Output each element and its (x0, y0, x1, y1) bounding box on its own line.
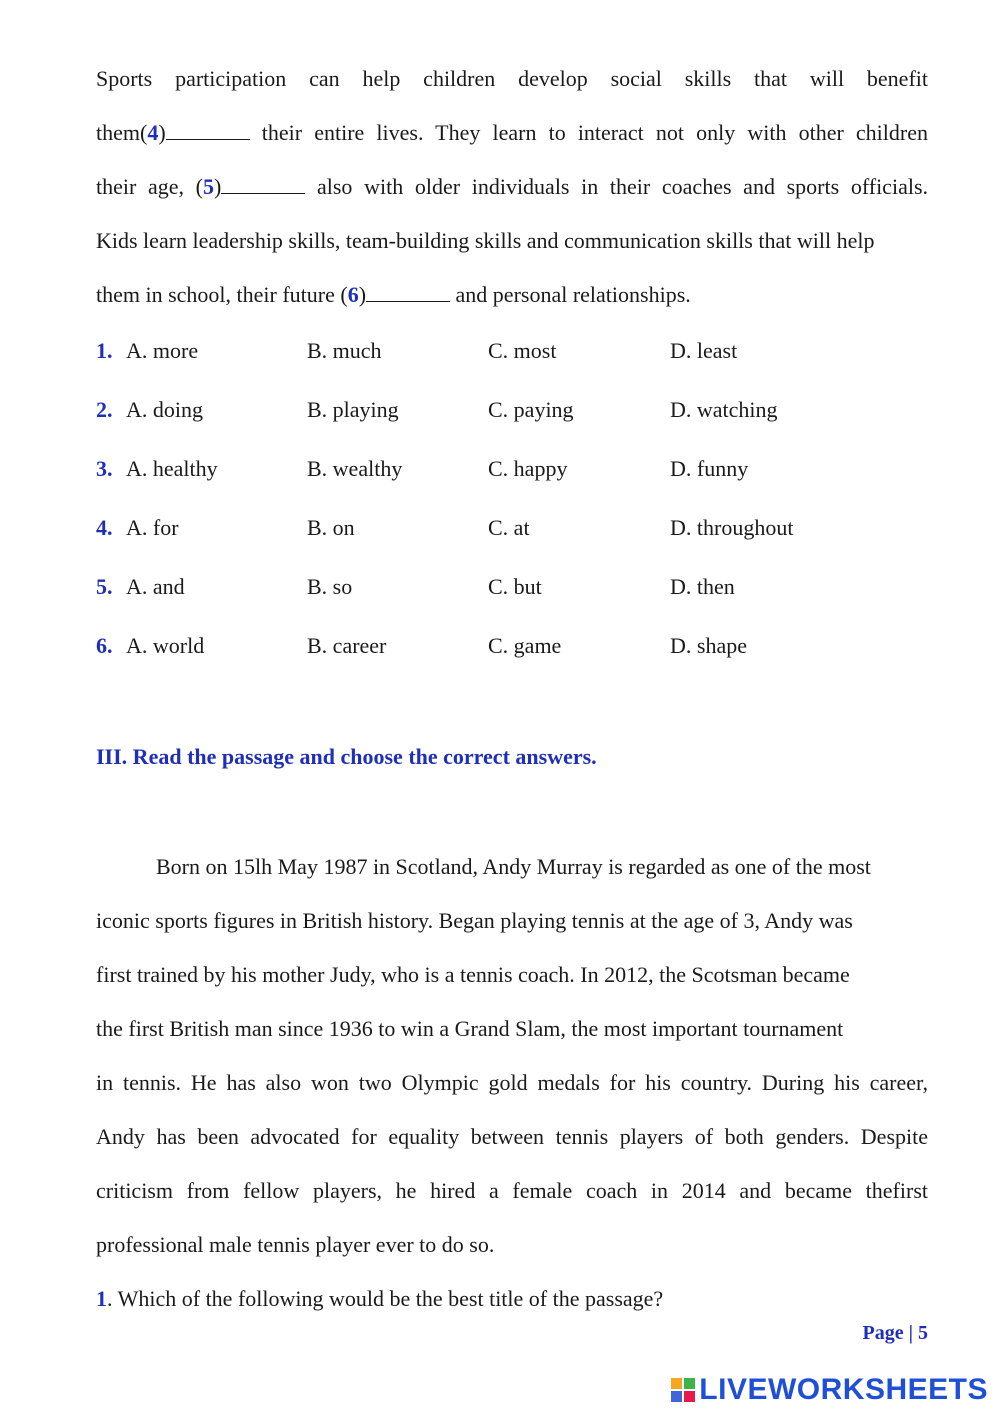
page-number: Page | 5 (862, 1322, 928, 1344)
option-b[interactable]: B. wealthy (307, 456, 403, 481)
passage-1-line: them in school, their future (6) and personal relationships. (96, 282, 691, 307)
passage-2-line: first trained by his mother Judy, who is a tennis coach. In 2012, the Scotsman became (96, 962, 850, 987)
option-b[interactable]: B. on (307, 515, 355, 540)
question-number: 3. (96, 456, 113, 481)
option-b[interactable]: B. much (307, 338, 382, 363)
option-c[interactable]: C. most (488, 338, 557, 363)
passage-2 (96, 840, 928, 1272)
passage-1-line: Kids learn leadership skills, team-building skills and communication skills that will help (96, 228, 875, 253)
passage-2-line: professional male tennis player ever to do so. (96, 1232, 495, 1257)
option-d[interactable]: D. then (670, 574, 735, 599)
question-text: . Which of the following would be the best title of the passage? (107, 1286, 664, 1311)
passage-2-line: Andy has been advocated for equality between tennis players of both genders. Despite (96, 1124, 928, 1149)
option-b[interactable]: B. so (307, 574, 353, 599)
passage-1-line: Sports participation can help children develop social skills that will benefit (96, 66, 928, 91)
option-d[interactable]: D. shape (670, 633, 747, 658)
option-d[interactable]: D. least (670, 338, 738, 363)
blank-number: 4 (147, 120, 159, 145)
option-c[interactable]: C. but (488, 574, 542, 599)
section-heading: III. Read the passage and choose the correct answers. (96, 744, 597, 769)
option-a[interactable]: A. more (126, 338, 199, 363)
option-c[interactable]: C. happy (488, 456, 568, 481)
passage-1 (96, 52, 928, 322)
liveworksheets-logo (671, 1372, 988, 1408)
answer-blank[interactable] (221, 175, 305, 194)
option-d[interactable]: D. funny (670, 456, 749, 481)
question-number: 5. (96, 574, 113, 599)
question-number: 2. (96, 397, 113, 422)
option-a[interactable]: A. healthy (126, 456, 218, 481)
passage-1-line: their age, (5) also with older individuals in their coaches and sports officials. (96, 174, 929, 199)
option-b[interactable]: B. career (307, 633, 387, 658)
question-1 (96, 1286, 663, 1312)
question-number: 1. (96, 338, 113, 363)
option-c[interactable]: C. paying (488, 397, 574, 422)
passage-2-line: the first British man since 1936 to win a Grand Slam, the most important tournament (96, 1016, 844, 1041)
option-c[interactable]: C. game (488, 633, 562, 658)
question-number: 1 (96, 1286, 107, 1311)
passage-2-line: iconic sports figures in British history. Began playing tennis at the age of 3, Andy was (96, 908, 853, 933)
answer-blank[interactable] (166, 121, 250, 140)
option-d[interactable]: D. watching (670, 397, 778, 422)
logo-grid-icon (671, 1378, 695, 1402)
brand-name: LIVEWORKSHEETS (699, 1373, 988, 1406)
passage-1-line: them(4) their entire lives. They learn to interact not only with other children (96, 120, 928, 145)
passage-2-line: in tennis. He has also won two Olympic gold medals for his country. During his career, (96, 1070, 928, 1095)
option-c[interactable]: C. at (488, 515, 530, 540)
option-d[interactable]: D. throughout (670, 515, 794, 540)
question-number: 6. (96, 633, 113, 658)
passage-2-line: Born on 15lh May 1987 in Scotland, Andy Murray is regarded as one of the most (156, 854, 871, 879)
blank-number: 6 (347, 282, 359, 307)
passage-2-line: criticism from fellow players, he hired a female coach in 2014 and became thefirst (96, 1178, 928, 1203)
option-b[interactable]: B. playing (307, 397, 399, 422)
option-a[interactable]: A. and (126, 574, 185, 599)
answer-blank[interactable] (366, 283, 450, 302)
option-a[interactable]: A. doing (126, 397, 203, 422)
blank-number: 5 (203, 174, 214, 199)
option-a[interactable]: A. for (126, 515, 179, 540)
option-a[interactable]: A. world (126, 633, 205, 658)
question-number: 4. (96, 515, 113, 540)
